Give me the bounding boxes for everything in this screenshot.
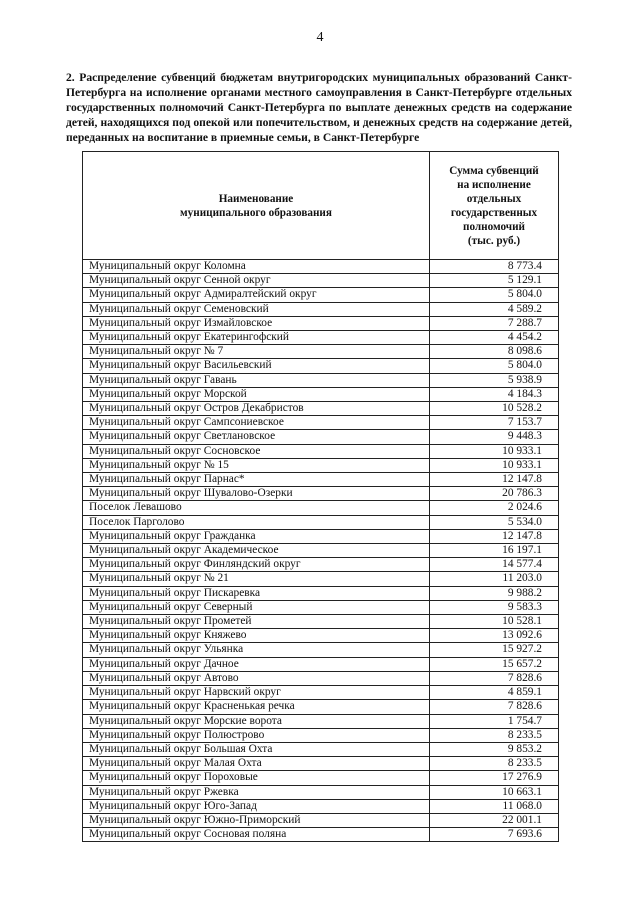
table-row — [83, 757, 559, 771]
table-row — [83, 529, 559, 543]
subsidy-amount: 1 754.7 — [430, 714, 559, 728]
municipality-name: Муниципальный округ Морской — [83, 387, 430, 401]
table-row — [83, 288, 559, 302]
table-row — [83, 501, 559, 515]
subsidy-amount: 15 927.2 — [430, 643, 559, 657]
table-row — [83, 785, 559, 799]
municipality-name: Муниципальный округ Остров Декабристов — [83, 402, 430, 416]
table-row — [83, 316, 559, 330]
municipality-name: Муниципальный округ Сосновая поляна — [83, 828, 430, 842]
municipality-name: Муниципальный округ № 15 — [83, 458, 430, 472]
subsidy-amount: 15 657.2 — [430, 657, 559, 671]
subsidy-amount: 10 663.1 — [430, 785, 559, 799]
municipality-name: Муниципальный округ Сосновское — [83, 444, 430, 458]
subsidy-amount: 8 773.4 — [430, 260, 559, 274]
municipality-name: Муниципальный округ Красненькая речка — [83, 700, 430, 714]
municipality-name: Муниципальный округ Финляндский округ — [83, 558, 430, 572]
subsidy-amount: 2 024.6 — [430, 501, 559, 515]
subsidy-amount: 7 153.7 — [430, 416, 559, 430]
subsidy-amount: 7 828.6 — [430, 671, 559, 685]
municipality-name: Муниципальный округ Полюстрово — [83, 728, 430, 742]
municipality-name: Муниципальный округ Сенной округ — [83, 274, 430, 288]
table-row — [83, 373, 559, 387]
table-row — [83, 345, 559, 359]
table-row — [83, 359, 559, 373]
table-row — [83, 828, 559, 842]
municipality-name: Муниципальный округ Гавань — [83, 373, 430, 387]
municipality-name: Муниципальный округ Большая Охта — [83, 742, 430, 756]
table-row — [83, 558, 559, 572]
table-row — [83, 515, 559, 529]
municipality-name: Муниципальный округ Екатерингофский — [83, 331, 430, 345]
municipality-name: Муниципальный округ Светлановское — [83, 430, 430, 444]
subsidy-amount: 12 147.8 — [430, 473, 559, 487]
table-row — [83, 657, 559, 671]
subsidy-amount: 10 528.1 — [430, 615, 559, 629]
subsidy-table — [82, 151, 559, 842]
municipality-name: Муниципальный округ Шувалово-Озерки — [83, 487, 430, 501]
subsidy-amount: 9 988.2 — [430, 586, 559, 600]
subsidy-amount: 8 233.5 — [430, 728, 559, 742]
subsidy-amount: 10 933.1 — [430, 458, 559, 472]
subsidy-amount: 9 448.3 — [430, 430, 559, 444]
municipality-name: Муниципальный округ Измайловское — [83, 316, 430, 330]
municipality-name: Муниципальный округ Гражданка — [83, 529, 430, 543]
municipality-name: Муниципальный округ Адмиралтейский округ — [83, 288, 430, 302]
municipality-name: Муниципальный округ Семеновский — [83, 302, 430, 316]
municipality-name: Муниципальный округ Юго-Запад — [83, 799, 430, 813]
subsidy-amount: 10 933.1 — [430, 444, 559, 458]
subsidy-amount: 8 098.6 — [430, 345, 559, 359]
table-body — [83, 260, 559, 842]
table-row — [83, 643, 559, 657]
table-row — [83, 487, 559, 501]
municipality-name: Муниципальный округ Ржевка — [83, 785, 430, 799]
subsidy-amount: 14 577.4 — [430, 558, 559, 572]
municipality-name: Муниципальный округ Южно-Приморский — [83, 813, 430, 827]
municipality-name: Муниципальный округ Нарвский округ — [83, 686, 430, 700]
subsidy-amount: 4 454.2 — [430, 331, 559, 345]
table-row — [83, 416, 559, 430]
subsidy-amount: 7 288.7 — [430, 316, 559, 330]
table-row — [83, 799, 559, 813]
subsidy-amount: 20 786.3 — [430, 487, 559, 501]
table-row — [83, 671, 559, 685]
table-row — [83, 714, 559, 728]
subsidy-amount: 5 938.9 — [430, 373, 559, 387]
column-header-name: Наименование муниципального образования — [83, 152, 430, 260]
municipality-name: Муниципальный округ Морские ворота — [83, 714, 430, 728]
municipality-name: Муниципальный округ Парнас* — [83, 473, 430, 487]
table-row — [83, 331, 559, 345]
subsidy-amount: 7 693.6 — [430, 828, 559, 842]
table-row — [83, 686, 559, 700]
table-row — [83, 742, 559, 756]
table-row — [83, 387, 559, 401]
municipality-name: Муниципальный округ Пискаревка — [83, 586, 430, 600]
municipality-name: Муниципальный округ Ульянка — [83, 643, 430, 657]
table-row — [83, 700, 559, 714]
municipality-name: Муниципальный округ Васильевский — [83, 359, 430, 373]
subsidy-amount: 11 068.0 — [430, 799, 559, 813]
municipality-name: Муниципальный округ Княжево — [83, 629, 430, 643]
table-row — [83, 458, 559, 472]
section-heading: 2. Распределение субвенций бюджетам внутригородских муниципальных образований Санкт-Петербурга на исполнение органами местного самоуправления в Санкт-Петербурге отдельных государственных полномочий Санкт-Петербурга по выплате денежных средств на содержание детей, находящихся под опекой или попечительством, и денежных средств на содержание детей, переданных на воспитание в приемные семьи, в Санкт-Петербурге — [66, 71, 572, 144]
subsidy-amount: 9 853.2 — [430, 742, 559, 756]
municipality-name: Муниципальный округ Коломна — [83, 260, 430, 274]
subsidy-amount: 4 859.1 — [430, 686, 559, 700]
table-row — [83, 572, 559, 586]
subsidy-amount: 9 583.3 — [430, 600, 559, 614]
municipality-name: Муниципальный округ № 21 — [83, 572, 430, 586]
municipality-name: Муниципальный округ Прометей — [83, 615, 430, 629]
municipality-name: Муниципальный округ Сампсониевское — [83, 416, 430, 430]
page-number: 4 — [316, 30, 324, 45]
subsidy-amount: 8 233.5 — [430, 757, 559, 771]
municipality-name: Муниципальный округ Малая Охта — [83, 757, 430, 771]
subsidy-amount: 5 804.0 — [430, 359, 559, 373]
municipality-name: Муниципальный округ Академическое — [83, 544, 430, 558]
table-row — [83, 402, 559, 416]
table-row — [83, 260, 559, 274]
subsidy-amount: 5 129.1 — [430, 274, 559, 288]
table-row — [83, 813, 559, 827]
municipality-name: Муниципальный округ Северный — [83, 600, 430, 614]
table-row — [83, 586, 559, 600]
subsidy-amount: 22 001.1 — [430, 813, 559, 827]
municipality-name: Поселок Левашово — [83, 501, 430, 515]
table-row — [83, 444, 559, 458]
table-row — [83, 430, 559, 444]
subsidy-amount: 17 276.9 — [430, 771, 559, 785]
table-row — [83, 629, 559, 643]
subsidy-amount: 4 184.3 — [430, 387, 559, 401]
municipality-name: Поселок Парголово — [83, 515, 430, 529]
table-row — [83, 302, 559, 316]
table-row — [83, 615, 559, 629]
subsidy-amount: 7 828.6 — [430, 700, 559, 714]
subsidy-amount: 13 092.6 — [430, 629, 559, 643]
subsidy-amount: 10 528.2 — [430, 402, 559, 416]
municipality-name: Муниципальный округ Пороховые — [83, 771, 430, 785]
municipality-name: Муниципальный округ № 7 — [83, 345, 430, 359]
column-header-sum: Сумма субвенций на исполнение отдельных государственных полномочий (тыс. руб.) — [430, 152, 559, 260]
table-row — [83, 544, 559, 558]
subsidy-amount: 5 804.0 — [430, 288, 559, 302]
table-header-row — [83, 152, 559, 260]
table-row — [83, 600, 559, 614]
subsidy-amount: 4 589.2 — [430, 302, 559, 316]
subsidy-amount: 12 147.8 — [430, 529, 559, 543]
municipality-name: Муниципальный округ Автово — [83, 671, 430, 685]
table-row — [83, 473, 559, 487]
subsidy-amount: 11 203.0 — [430, 572, 559, 586]
subsidy-amount: 5 534.0 — [430, 515, 559, 529]
table-row — [83, 728, 559, 742]
subsidy-amount: 16 197.1 — [430, 544, 559, 558]
table-row — [83, 274, 559, 288]
municipality-name: Муниципальный округ Дачное — [83, 657, 430, 671]
table-row — [83, 771, 559, 785]
